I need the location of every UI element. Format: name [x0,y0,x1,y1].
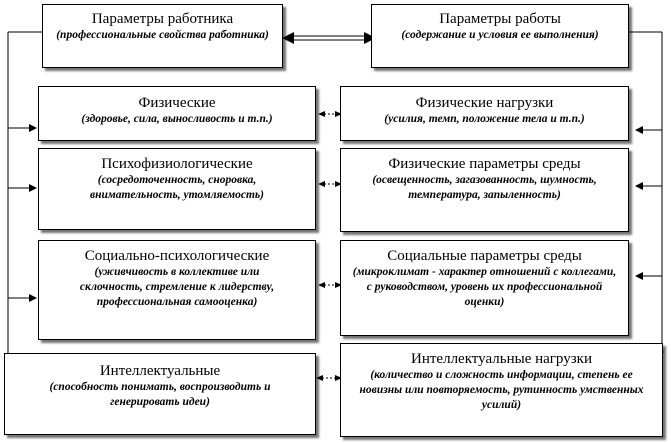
box-psychophysiological [38,148,316,230]
box-socio-psychological [38,240,316,340]
box-title: Психофизиологические [101,156,253,172]
box-title: Физические параметры среды [388,156,581,172]
box-title: Параметры работника [91,11,234,27]
box-subtitle: (способность понимать, воспроизводить и генерировать идеи) [49,381,271,408]
box-title: Интеллектуальные нагрузки [411,351,592,367]
right-bracket [628,32,664,352]
box-title: Физические нагрузки [415,95,554,111]
box-title: Физические [138,95,216,111]
box-subtitle: (профессиональные свойства работника) [56,29,269,41]
box-subtitle: (усилия, темп, положение тела и т.п.) [384,113,585,125]
box-subtitle: (количество и сложность информации, степень ее новизны или повторяемость, рутинность умственных усилий) [359,369,644,411]
box-subtitle: (уживчивость в коллективе или склочность, стремление к лидерству, профессиональная самооценка) [79,266,275,308]
box-title: Социально-психологические [84,248,270,264]
box-intellectual-loads [340,343,663,437]
box-title: Параметры работы [439,11,561,27]
top-double-arrow [282,32,376,44]
box-title: Социальные параметры среды [387,248,582,264]
box-physical-environment [340,148,629,232]
box-job-params [371,4,629,68]
box-worker-params [42,4,283,68]
box-physical [38,86,316,141]
box-title: Интеллектуальные [99,363,221,379]
box-intellectual [4,353,316,435]
box-subtitle: (здоровье, сила, выносливость и т.п.) [81,113,273,125]
row-link-heads [316,111,342,381]
box-subtitle: (сосредоточенность, сноровка, внимательность, утомляемость) [90,174,264,201]
box-subtitle: (микроклимат - характер отношений с коллегами, с руководством, уровень их профессиональной оценки) [352,266,617,308]
box-physical-loads [340,86,629,141]
box-subtitle: (освещенность, загазованность, шумность, температура, запыленность) [372,174,597,201]
box-subtitle: (содержание и условия ее выполнения) [401,29,599,41]
left-bracket [8,32,42,380]
row-links [322,114,336,378]
box-social-environment [340,240,629,336]
